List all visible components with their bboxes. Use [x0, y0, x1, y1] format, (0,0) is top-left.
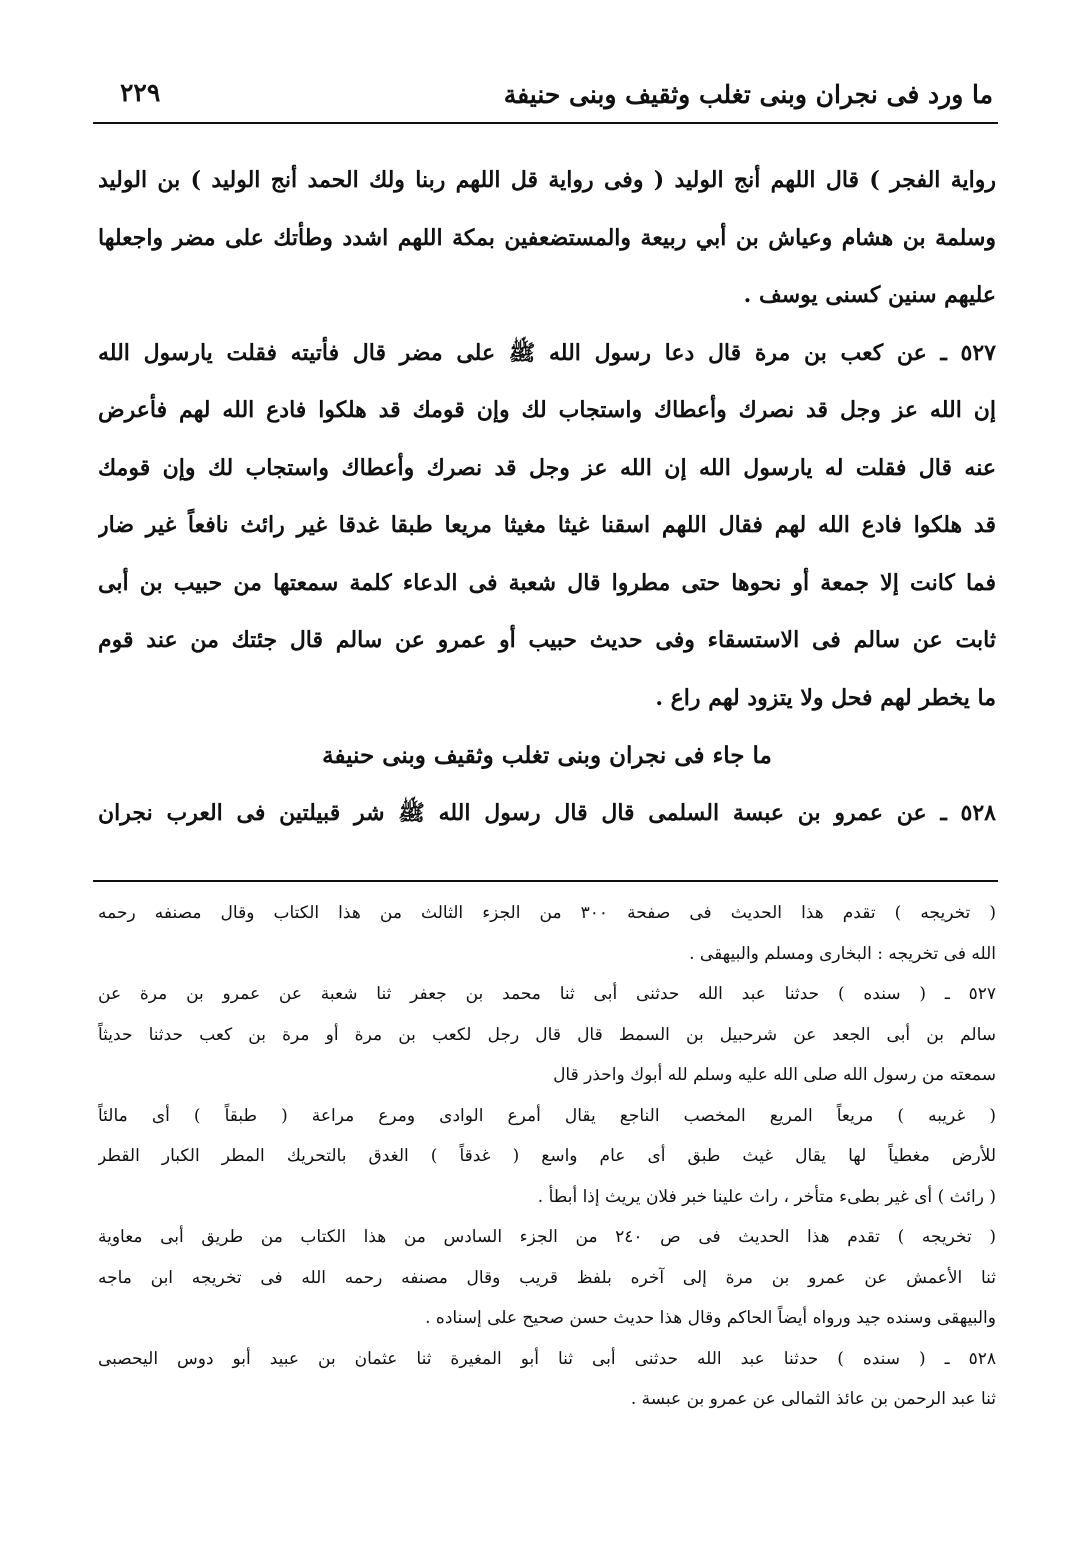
text-line: إن الله عز وجل قد نصرك وأعطاك واستجاب لك وإن قومك قد هلكوا فادع الله لهم فأعرض: [98, 397, 996, 423]
page-header: [100, 74, 993, 114]
footnote-line: ٥٢٨ ـ ( سنده ) حدثنا عبد الله حدثنى أبى ثنا أبو المغيرة ثنا عثمان بن عبيد أبو دوس اليحصبى: [98, 1348, 996, 1369]
footnote-line: سالم بن أبى الجعد عن شرحبيل بن السمط قال قال رجل لكعب بن مرة أو مرة بن كعب حدثنا حديثاً: [98, 1024, 996, 1045]
text-line: فما كانت إلا جمعة أو نحوها حتى مطروا قال شعبة فى الدعاء كلمة سمعتها من حبيب بن أبى: [98, 569, 996, 596]
header-divider: [93, 122, 998, 124]
footnote-line: ( رائث ) أى غير بطىء متأخر ، راث علينا خبر فلان يريث إذا أبطأ .: [537, 1186, 996, 1207]
page-number: ٢٢٩: [120, 78, 161, 107]
text-line: عليهم سنين كسنى يوسف .: [743, 282, 996, 308]
text-line: ٥٢٨ ـ عن عمرو بن عبسة السلمى قال قال رسول الله ﷺ شر قبيلتين فى العرب نجران: [98, 799, 996, 826]
running-title: ما ورد فى نجران وبنى تغلب وثقيف وبنى حنيفة: [503, 80, 993, 109]
footnote-line: للأرض مغطياً لها يقال غيث طبق أى عام واسع ( غدقاً ) الغدق بالتحريك المطر الكبار القطر: [98, 1146, 996, 1166]
section-heading: ما جاء فى نجران وبنى تغلب وثقيف وبنى حنيفة: [322, 742, 772, 769]
text-line: قد هلكوا فادع الله لهم فقال اللهم اسقنا غيثا مغيثا مريعا طبقا غدقا غير رائث نافعاً غير ضار: [98, 512, 996, 538]
footnote-line: ثنا الأعمش عن عمرو بن مرة إلى آخره بلفظ قريب وقال مصنفه رحمه الله فى تخريجه ابن ماجه: [98, 1267, 996, 1288]
text-line: وسلمة بن هشام وعياش بن أبي ربيعة والمستضعفين بمكة اللهم اشدد وطأتك على مضر واجعلها: [98, 224, 996, 251]
text-line: ثابت عن سالم فى الاستسقاء وفى حديث حبيب أو عمرو عن سالم قال جئتك من عند قوم: [98, 627, 996, 653]
footnote-line: ( تخريجه ) تقدم هذا الحديث فى ص ٢٤٠ من الجزء السادس من هذا الكتاب من طريق أبى معاوية: [98, 1227, 996, 1247]
footnote-line: ( تخريجه ) تقدم هذا الحديث فى صفحة ٣٠٠ من الجزء الثالث من هذا الكتاب وقال مصنفه رحمه: [98, 903, 996, 923]
footnote-line: ثنا عبد الرحمن بن عائذ الثمالى عن عمرو بن عبسة .: [630, 1389, 996, 1409]
footnote-line: والبيهقى وسنده جيد ورواه أيضاً الحاكم وقال هذا حديث حسن صحيح على إسناده .: [425, 1308, 996, 1328]
text-line: ما يخطر لهم فحل ولا يتزود لهم راع .: [655, 684, 996, 711]
footnote-line: سمعته من رسول الله صلى الله عليه وسلم لله أبوك واحذر قال: [553, 1065, 996, 1085]
footnote-line: ٥٢٧ ـ ( سنده ) حدثنا عبد الله حدثنى أبى ثنا محمد بن جعفر ثنا شعبة عن عمرو بن مرة عن: [98, 984, 996, 1004]
footnotes: [98, 893, 996, 1420]
footnote-line: الله فى تخريجه : البخارى ومسلم والبيهقى .: [689, 943, 996, 964]
main-text: [98, 152, 996, 842]
footnote-divider: [93, 880, 998, 882]
text-line: ٥٢٧ ـ عن كعب بن مرة قال دعا رسول الله ﷺ على مضر قال فأتيته فقلت يارسول الله: [98, 339, 996, 366]
footnote-line: ( غريبه ) مريعاً المريع المخصب الناجع يقال أمرع الوادى ومرع مراعة ( طبقاً ) أى مالئاً: [98, 1105, 996, 1126]
text-line: عنه قال فقلت له يارسول الله إن الله عز وجل قد نصرك وأعطاك واستجاب لك وإن قومك: [98, 454, 996, 481]
text-line: رواية الفجر ) قال اللهم أنج الوليد ( وفى رواية قل اللهم ربنا ولك الحمد أنج الوليد ) بن الوليد: [98, 167, 996, 193]
